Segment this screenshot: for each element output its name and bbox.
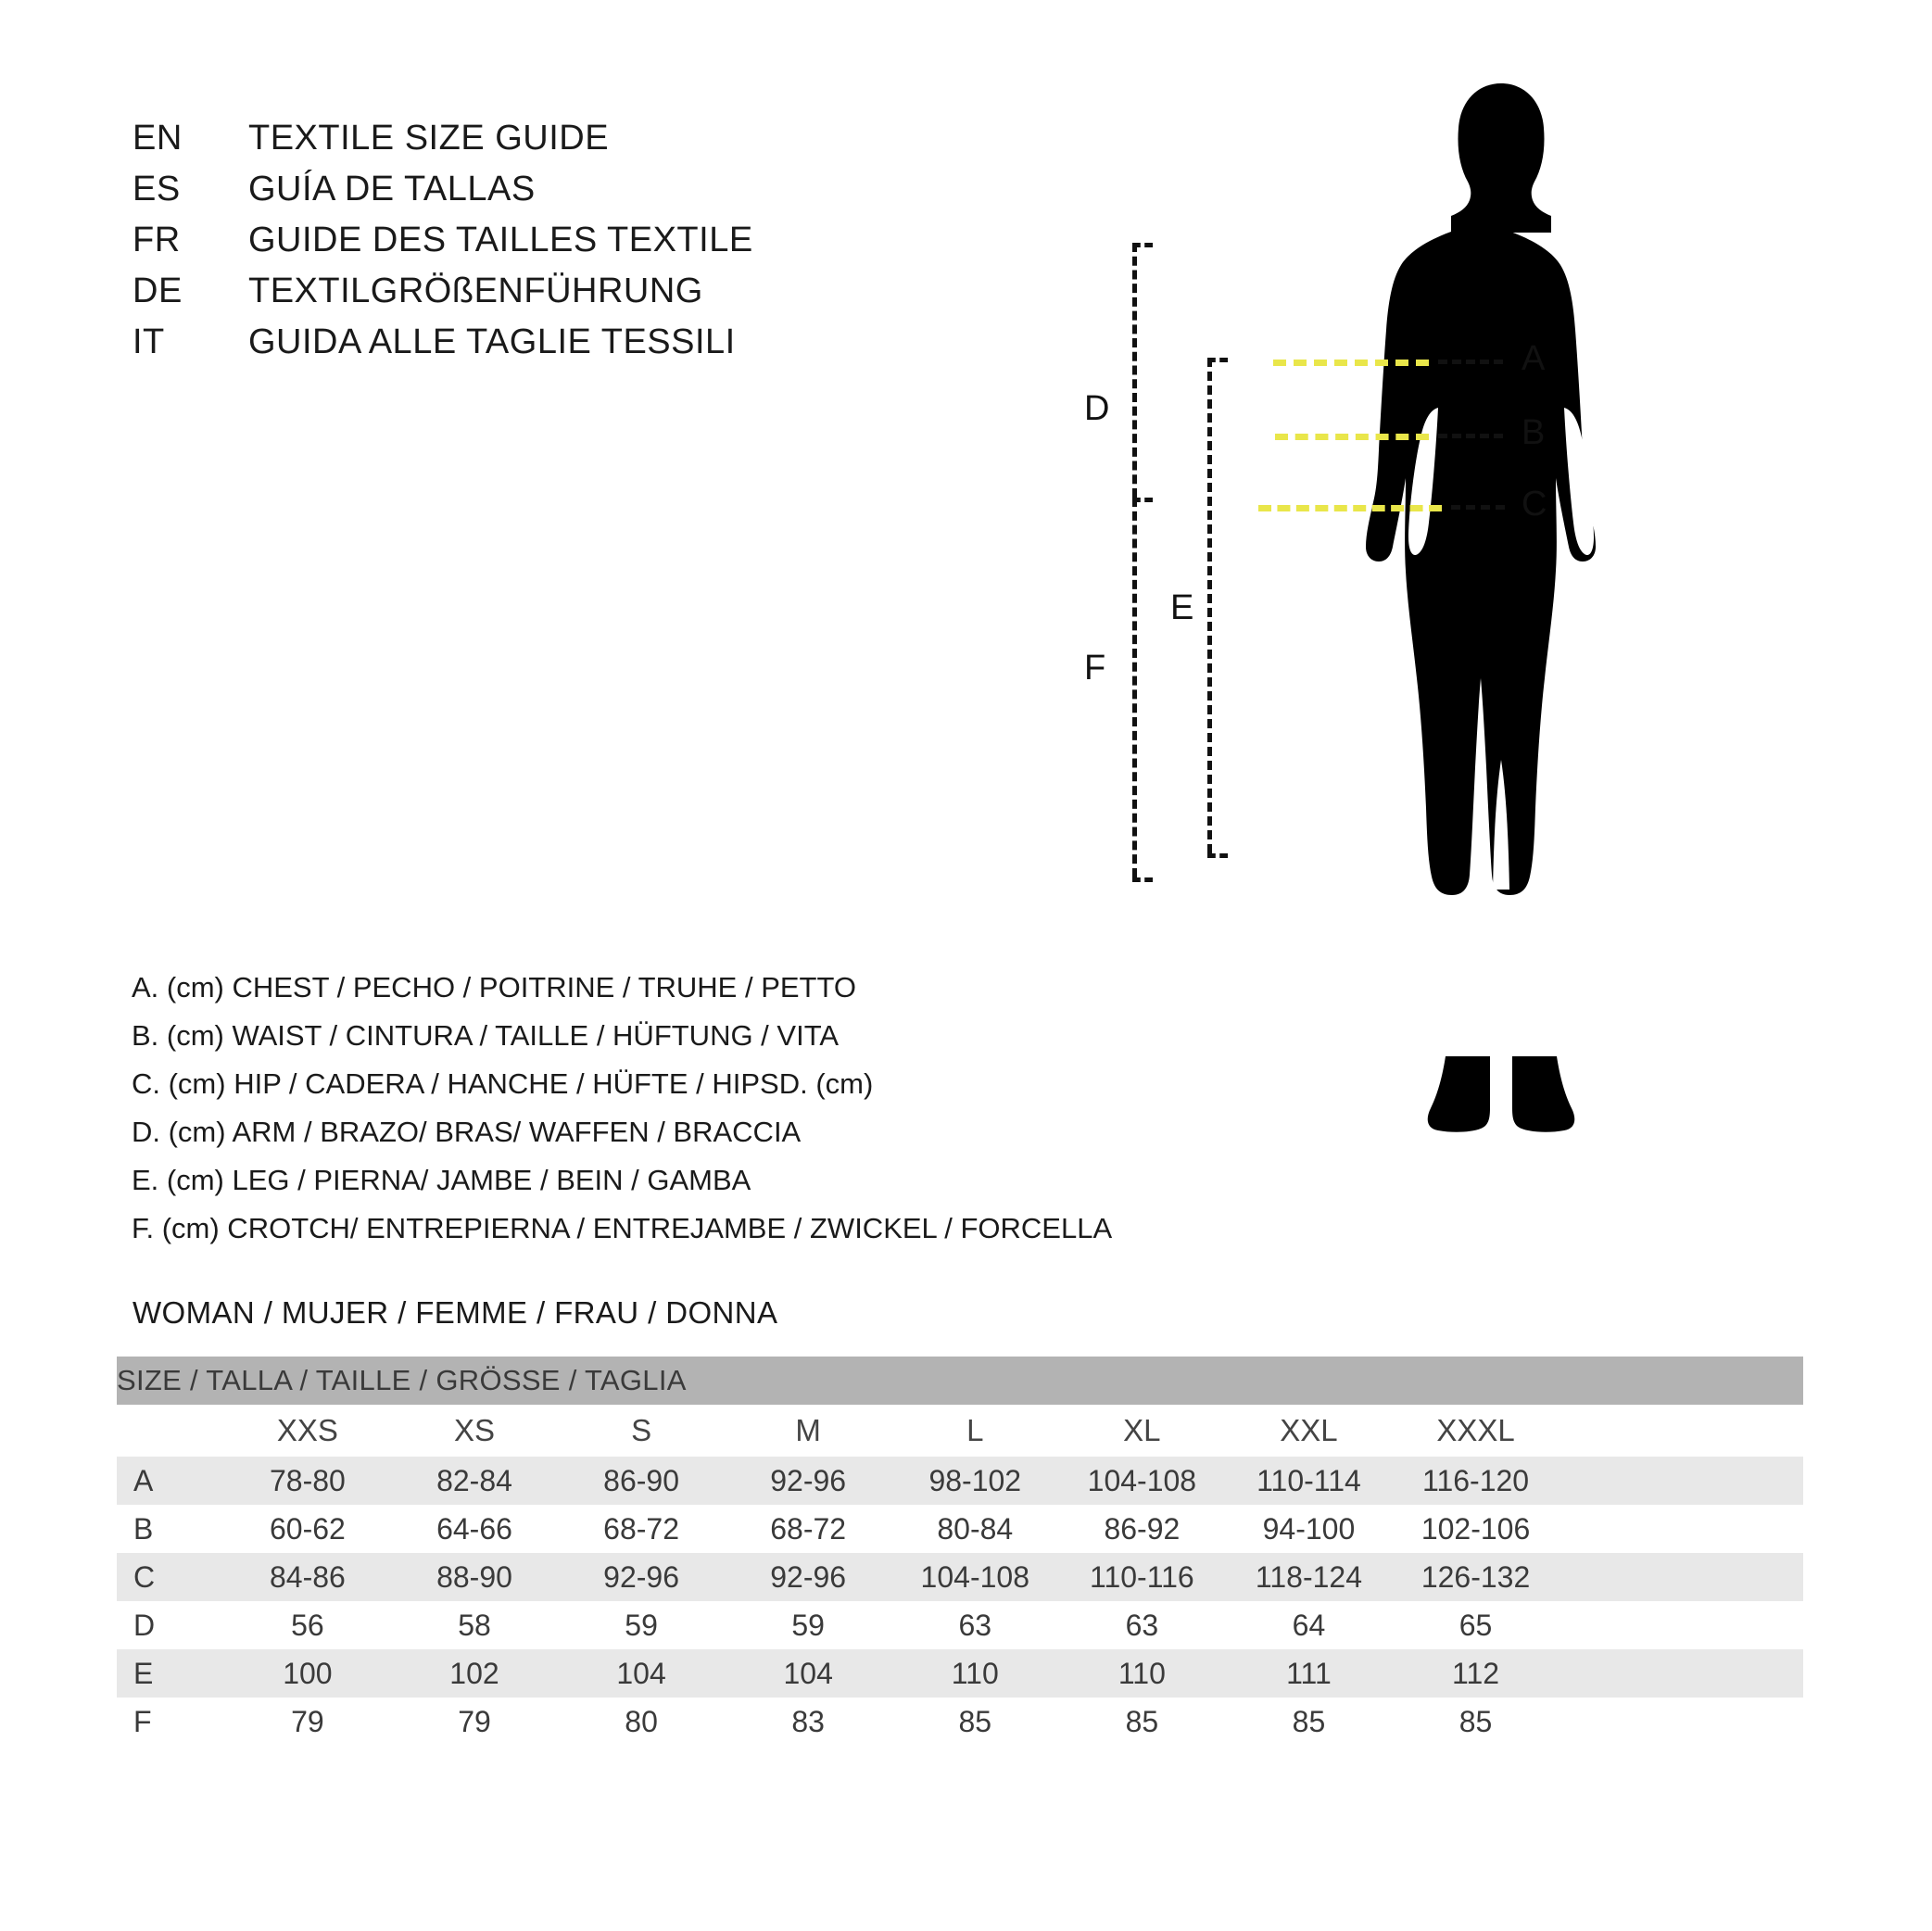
table-cell: 111: [1225, 1649, 1392, 1698]
table-title-row: [117, 1357, 1803, 1405]
table-cell: 94-100: [1225, 1505, 1392, 1553]
language-row: [133, 322, 966, 373]
column-header-xs: XS: [391, 1405, 558, 1457]
leg-span-top-tick: [1207, 358, 1228, 362]
table-cell: 59: [558, 1601, 725, 1649]
table-cell: 110-114: [1225, 1457, 1392, 1505]
table-row: [117, 1698, 1803, 1746]
table-cell: 110: [1058, 1649, 1225, 1698]
table-cell: 83: [725, 1698, 891, 1746]
table-cell: 104-108: [891, 1553, 1058, 1601]
table-cell: 80: [558, 1698, 725, 1746]
leg-span-bottom-tick: [1207, 853, 1228, 858]
table-cell: 80-84: [891, 1505, 1058, 1553]
chest-leader-line: [1438, 360, 1503, 364]
table-header-row: [117, 1405, 1803, 1457]
table-cell: 92-96: [725, 1553, 891, 1601]
column-header-xxl: XXL: [1225, 1405, 1392, 1457]
table-cell: 63: [891, 1601, 1058, 1649]
hip-measure-line: [1258, 505, 1442, 511]
marker-label-b: B: [1522, 413, 1546, 452]
table-cell: 68-72: [725, 1505, 891, 1553]
table-cell: 85: [891, 1698, 1058, 1746]
table-title: SIZE / TALLA / TAILLE / GRÖSSE / TAGLIA: [117, 1357, 1803, 1405]
table-cell: 92-96: [558, 1553, 725, 1601]
measurement-legend: [132, 964, 1225, 1253]
column-header-xxxl: XXXL: [1393, 1405, 1559, 1457]
row-key: C: [117, 1553, 224, 1601]
legend-item: C. (cm) HIP / CADERA / HANCHE / HÜFTE / HIPSD. (cm): [132, 1067, 874, 1100]
table-cell: 86-92: [1058, 1505, 1225, 1553]
table-cell: 58: [391, 1601, 558, 1649]
leg-span-line: [1207, 358, 1212, 853]
marker-label-c: C: [1522, 485, 1547, 524]
table-cell: 88-90: [391, 1553, 558, 1601]
arm-span-top-tick: [1132, 243, 1153, 247]
row-spacer: [1559, 1457, 1803, 1505]
hip-leader-line: [1451, 505, 1505, 510]
row-spacer: [1559, 1601, 1803, 1649]
language-row: [133, 221, 966, 271]
row-key: A: [117, 1457, 224, 1505]
row-key: D: [117, 1601, 224, 1649]
table-cell: 56: [224, 1601, 391, 1649]
marker-label-d: D: [1084, 389, 1110, 428]
measurement-figure: [1084, 74, 1881, 1232]
language-code: FR: [133, 221, 181, 259]
table-cell: 65: [1393, 1601, 1559, 1649]
table-cell: 104: [725, 1649, 891, 1698]
table-cell: 102-106: [1393, 1505, 1559, 1553]
table-cell: 84-86: [224, 1553, 391, 1601]
header-corner: [117, 1405, 224, 1457]
row-key: B: [117, 1505, 224, 1553]
table-row: [117, 1553, 1803, 1601]
language-code: DE: [133, 271, 183, 310]
crotch-span-bottom-tick: [1132, 877, 1153, 882]
table-cell: 60-62: [224, 1505, 391, 1553]
language-title: GUÍA DE TALLAS: [248, 170, 536, 208]
table-cell: 63: [1058, 1601, 1225, 1649]
table-row: [117, 1649, 1803, 1698]
table-cell: 82-84: [391, 1457, 558, 1505]
chest-measure-line: [1273, 360, 1429, 366]
legend-item: A. (cm) CHEST / PECHO / POITRINE / TRUHE / PETTO: [132, 971, 856, 1003]
row-key: F: [117, 1698, 224, 1746]
language-title: TEXTILGRÖßENFÜHRUNG: [248, 271, 703, 310]
table-cell: 68-72: [558, 1505, 725, 1553]
row-spacer: [1559, 1505, 1803, 1553]
legend-item: E. (cm) LEG / PIERNA/ JAMBE / BEIN / GAMBA: [132, 1164, 751, 1196]
header-spacer: [1559, 1405, 1803, 1457]
group-label: WOMAN / MUJER / FEMME / FRAU / DONNA: [133, 1295, 778, 1330]
table-cell: 79: [224, 1698, 391, 1746]
column-header-m: M: [725, 1405, 891, 1457]
waist-leader-line: [1438, 434, 1503, 438]
table-cell: 85: [1393, 1698, 1559, 1746]
table-cell: 126-132: [1393, 1553, 1559, 1601]
column-header-l: L: [891, 1405, 1058, 1457]
column-header-xl: XL: [1058, 1405, 1225, 1457]
language-title: GUIDA ALLE TAGLIE TESSILI: [248, 322, 736, 361]
table-cell: 110-116: [1058, 1553, 1225, 1601]
arm-span-line: [1132, 243, 1137, 498]
table-cell: 85: [1225, 1698, 1392, 1746]
column-header-xxs: XXS: [224, 1405, 391, 1457]
table-cell: 59: [725, 1601, 891, 1649]
size-chart-table: [117, 1357, 1803, 1746]
marker-label-a: A: [1522, 339, 1546, 378]
table-row: [117, 1601, 1803, 1649]
legend-item: B. (cm) WAIST / CINTURA / TAILLE / HÜFTUNG / VITA: [132, 1019, 840, 1052]
language-title: GUIDE DES TAILLES TEXTILE: [248, 221, 753, 259]
table-row: [117, 1505, 1803, 1553]
language-title: TEXTILE SIZE GUIDE: [248, 119, 610, 158]
language-code: ES: [133, 170, 181, 208]
row-spacer: [1559, 1649, 1803, 1698]
table-cell: 112: [1393, 1649, 1559, 1698]
language-row: [133, 271, 966, 322]
table-row: [117, 1457, 1803, 1505]
legend-item: D. (cm) ARM / BRAZO/ BRAS/ WAFFEN / BRACCIA: [132, 1116, 802, 1148]
language-row: [133, 170, 966, 221]
table-cell: 118-124: [1225, 1553, 1392, 1601]
row-spacer: [1559, 1553, 1803, 1601]
column-header-s: S: [558, 1405, 725, 1457]
table-cell: 92-96: [725, 1457, 891, 1505]
table-cell: 64-66: [391, 1505, 558, 1553]
waist-measure-line: [1275, 434, 1429, 440]
language-title-block: [133, 119, 966, 373]
table-cell: 116-120: [1393, 1457, 1559, 1505]
table-cell: 110: [891, 1649, 1058, 1698]
table-cell: 104: [558, 1649, 725, 1698]
table-cell: 85: [1058, 1698, 1225, 1746]
table-cell: 86-90: [558, 1457, 725, 1505]
language-row: [133, 119, 966, 170]
row-spacer: [1559, 1698, 1803, 1746]
table-cell: 98-102: [891, 1457, 1058, 1505]
table-cell: 64: [1225, 1601, 1392, 1649]
table-cell: 100: [224, 1649, 391, 1698]
language-code: IT: [133, 322, 165, 361]
table-cell: 102: [391, 1649, 558, 1698]
legend-item: F. (cm) CROTCH/ ENTREPIERNA / ENTREJAMBE / ZWICKEL / FORCELLA: [132, 1212, 1113, 1244]
woman-silhouette-icon: [1307, 74, 1696, 1167]
table-cell: 79: [391, 1698, 558, 1746]
row-key: E: [117, 1649, 224, 1698]
table-cell: 104-108: [1058, 1457, 1225, 1505]
crotch-span-line: [1132, 498, 1137, 877]
language-code: EN: [133, 119, 183, 158]
table-cell: 78-80: [224, 1457, 391, 1505]
marker-label-f: F: [1084, 649, 1106, 688]
marker-label-e: E: [1170, 588, 1194, 627]
